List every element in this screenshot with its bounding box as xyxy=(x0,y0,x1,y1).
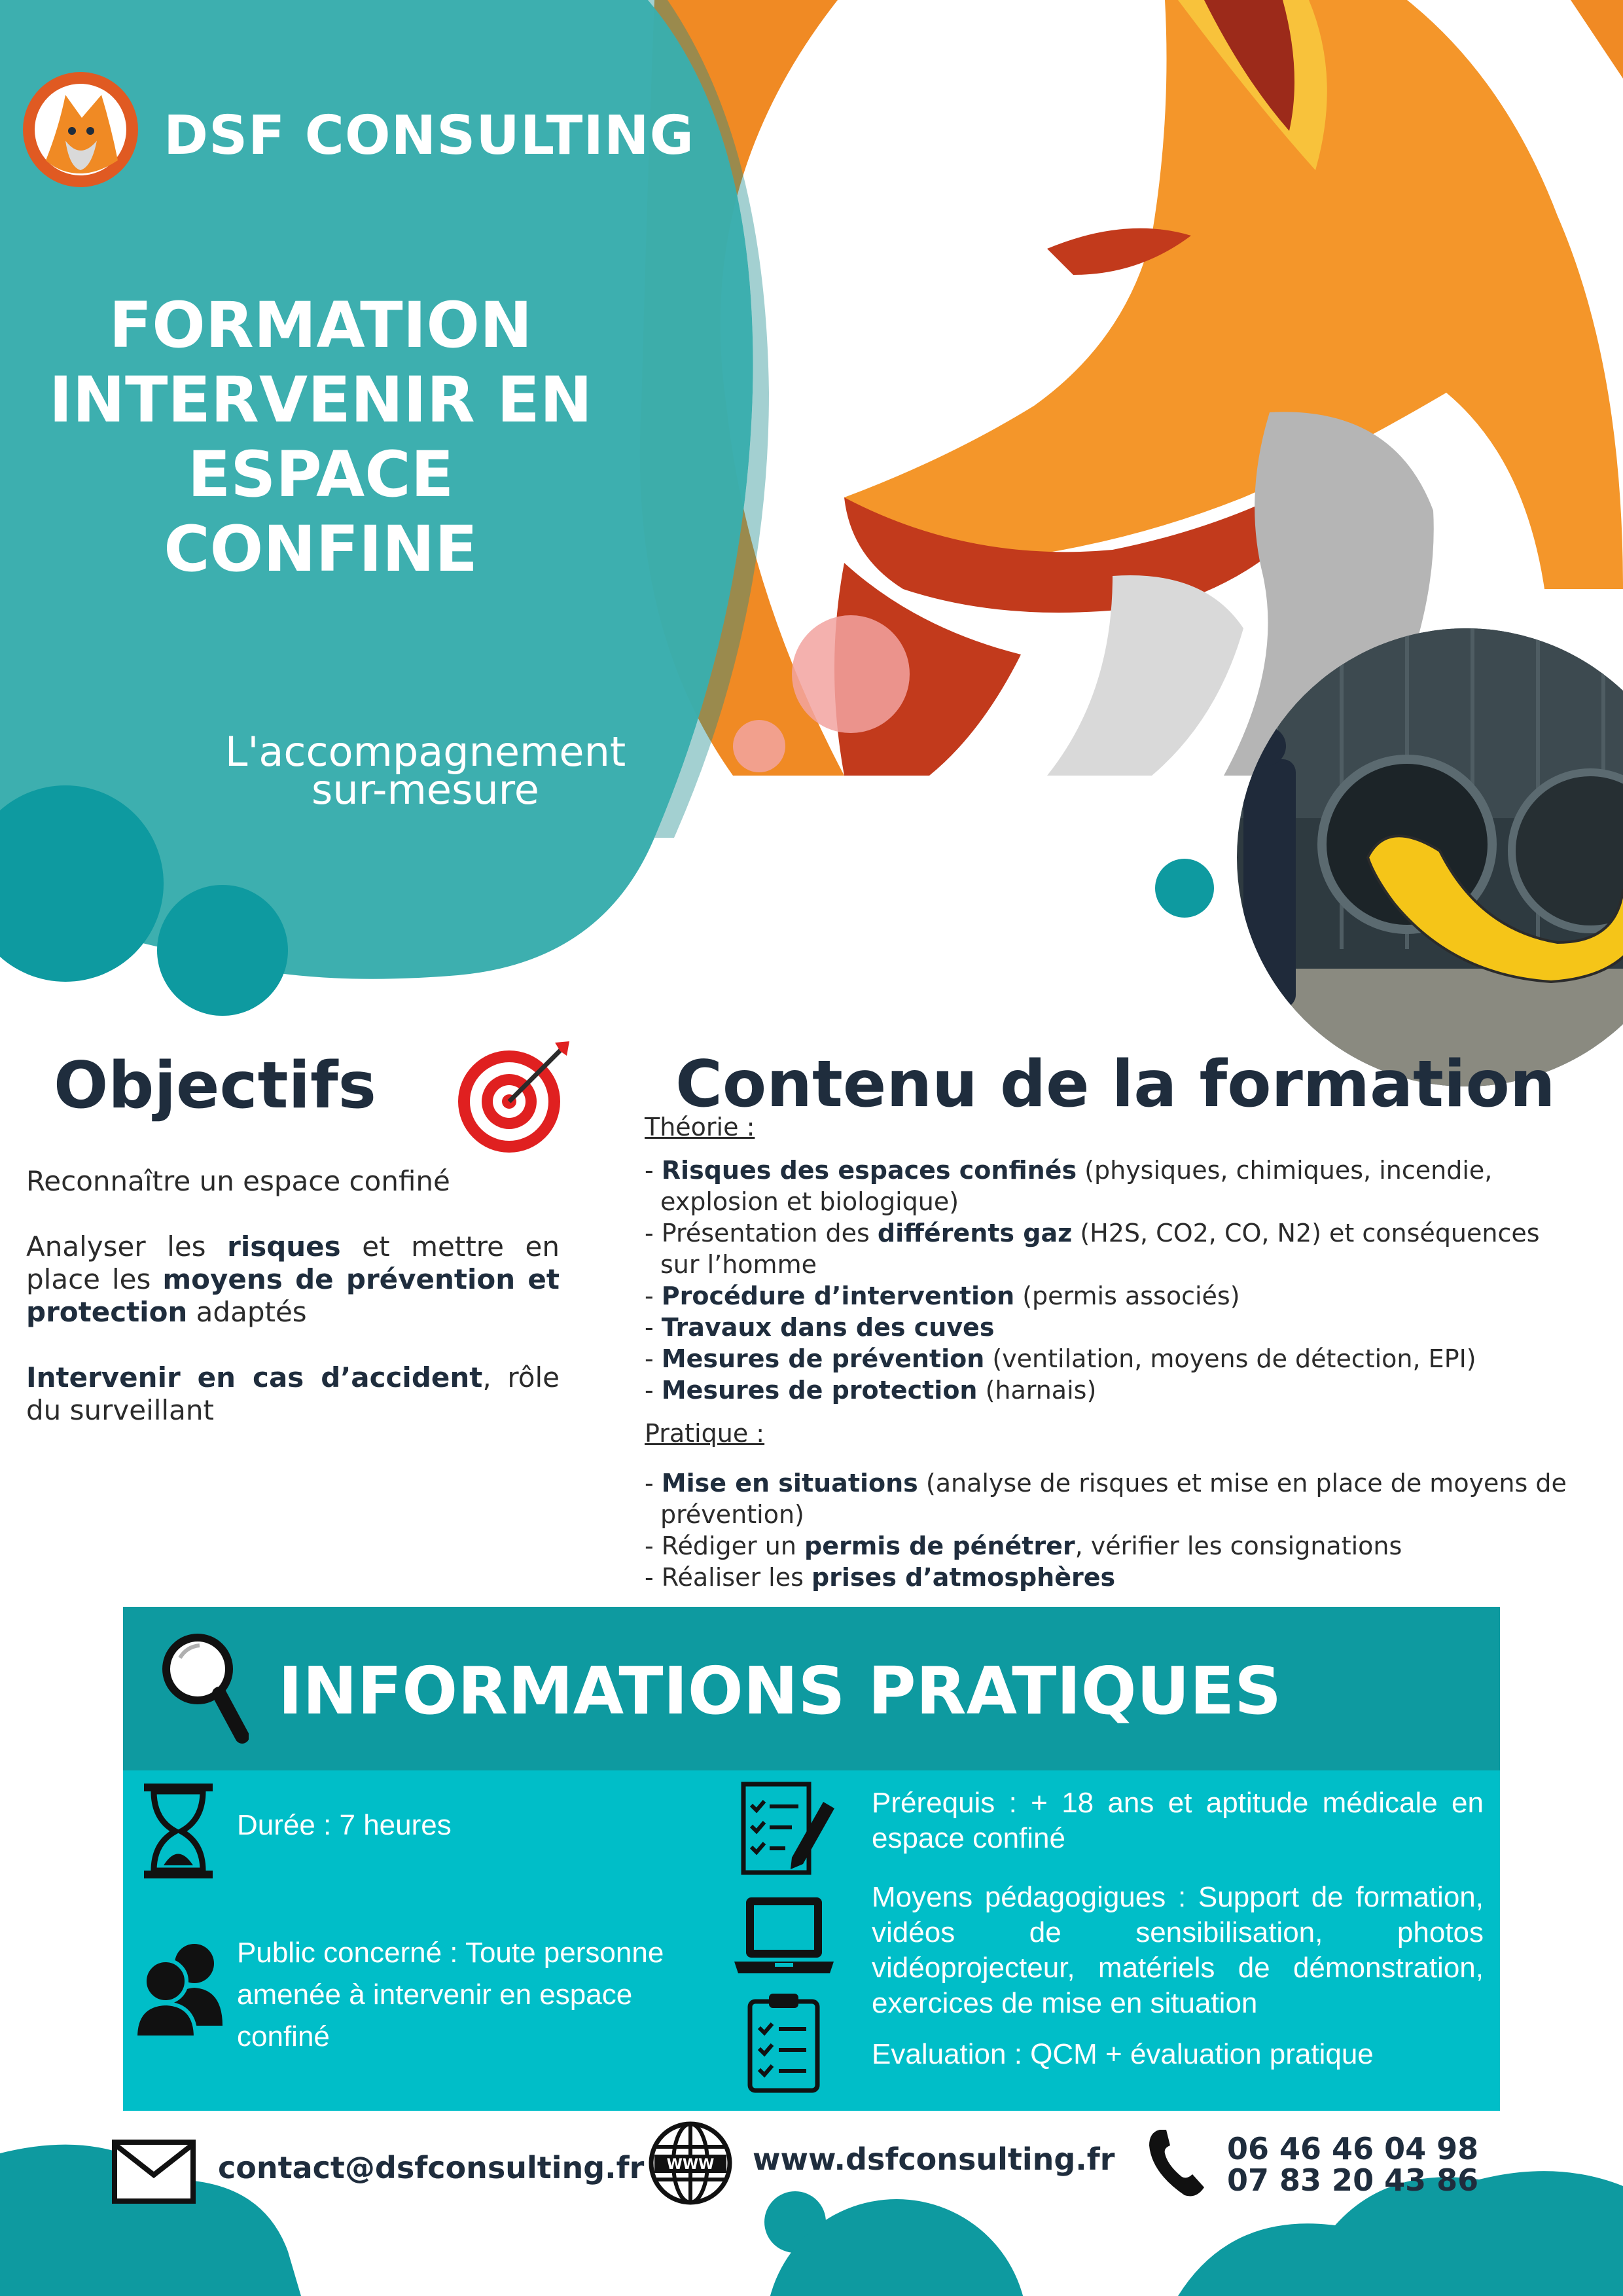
bold-text: permis de pénétrer xyxy=(804,1532,1075,1560)
title-line: ESPACE xyxy=(187,438,454,511)
text-run: adaptés xyxy=(187,1296,307,1328)
text-run: - xyxy=(645,1156,662,1185)
text-run: - Présentation des xyxy=(645,1219,878,1247)
title-line: FORMATION xyxy=(109,289,533,362)
practice-label: Pratique : xyxy=(645,1419,765,1448)
practice-item xyxy=(645,1562,1574,1593)
bold-text: différents gaz xyxy=(877,1219,1073,1247)
title-line: CONFINE xyxy=(164,512,478,586)
text-run: , rôle du surveillant xyxy=(26,1361,560,1426)
bold-text: moyens de prévention et protection xyxy=(26,1263,560,1328)
text-run: - Rédiger un xyxy=(645,1532,804,1560)
objective-item xyxy=(26,1165,560,1198)
checklist-pen-icon xyxy=(740,1779,838,1877)
text-run: , vérifier les consignations xyxy=(1075,1532,1402,1560)
duration-text: Durée : 7 heures xyxy=(237,1809,452,1841)
text-run: (harnais) xyxy=(977,1376,1097,1405)
objective-item xyxy=(26,1361,560,1427)
decor-circle xyxy=(1155,859,1214,918)
bold-text: Travaux dans des cuves xyxy=(661,1313,995,1342)
mail-icon xyxy=(111,2139,196,2204)
text-run: Reconnaître un espace confiné xyxy=(26,1165,450,1197)
text-run: - xyxy=(645,1313,662,1342)
title-line: INTERVENIR EN xyxy=(48,363,593,437)
content-title: Contenu de la formation xyxy=(675,1047,1556,1122)
decor-circle xyxy=(157,885,288,1016)
website-link[interactable]: www.dsfconsulting.fr xyxy=(753,2142,1115,2177)
laptop-icon xyxy=(732,1893,836,1979)
theory-item xyxy=(645,1374,1574,1406)
tagline-line: L'accompagnement xyxy=(224,728,626,776)
text-run: - xyxy=(645,1282,662,1310)
text-run: (physiques, chimiques, incendie, explosion et biologique) xyxy=(660,1156,1493,1216)
text-run: - xyxy=(645,1376,662,1405)
text-run: Analyser les xyxy=(26,1230,228,1263)
practice-item xyxy=(645,1530,1574,1562)
bold-text: Mesures de protection xyxy=(661,1376,978,1405)
text-run: (ventilation, moyens de détection, EPI) xyxy=(984,1344,1476,1373)
target-icon xyxy=(457,1039,571,1154)
fox-logo-icon xyxy=(20,69,141,190)
theory-list xyxy=(645,1155,1574,1406)
phone-number[interactable]: 06 46 46 04 98 xyxy=(1227,2131,1479,2166)
bold-text: Intervenir en cas d’accident xyxy=(26,1361,483,1393)
email-link[interactable]: contact@dsfconsulting.fr xyxy=(218,2150,645,2185)
theory-item xyxy=(645,1312,1574,1343)
objective-item xyxy=(26,1230,560,1329)
text-run: (permis associés) xyxy=(1014,1282,1240,1310)
people-icon xyxy=(134,1941,226,2039)
theory-item xyxy=(645,1280,1574,1312)
phone-icon xyxy=(1145,2127,1207,2199)
theory-item xyxy=(645,1155,1574,1217)
practice-item xyxy=(645,1467,1574,1530)
bold-text: Mise en situations xyxy=(661,1469,918,1498)
content-section xyxy=(645,1111,1574,1593)
bold-text: Risques des espaces confinés xyxy=(661,1156,1077,1185)
magnifier-icon xyxy=(157,1628,249,1746)
teaching-means-text: Moyens pédagogigues : Support de formation, vidéos de sensibilisation, photos vidéoprojecteur, matériels de démonstration, exercices de mise en situation xyxy=(872,1881,1484,2019)
tagline xyxy=(164,728,687,814)
globe-icon xyxy=(648,2121,733,2206)
text-run: (H2S, CO2, CO, N2) et conséquences sur l’homme xyxy=(660,1219,1540,1279)
text-run: - Réaliser les xyxy=(645,1563,812,1592)
svg-text:WWW: WWW xyxy=(666,2157,715,2173)
bold-text: Procédure d’intervention xyxy=(661,1282,1015,1310)
page-title xyxy=(26,288,615,586)
theory-item xyxy=(645,1343,1574,1374)
practice-list xyxy=(645,1467,1574,1593)
objectives-title: Objectifs xyxy=(54,1049,377,1123)
objectives-list xyxy=(26,1165,560,1460)
tagline-line: sur-mesure xyxy=(312,766,539,814)
theory-item xyxy=(645,1217,1574,1280)
brand-name: DSF CONSULTING xyxy=(164,105,694,167)
evaluation-text: Evaluation : QCM + évaluation pratique xyxy=(872,2038,1374,2070)
text-run: et mettre en place les xyxy=(26,1230,560,1295)
theory-label: Théorie : xyxy=(645,1113,755,1141)
hourglass-icon xyxy=(141,1780,216,1882)
bold-text: prises d’atmosphères xyxy=(811,1563,1116,1592)
info-title: INFORMATIONS PRATIQUES xyxy=(278,1653,1282,1729)
clipboard-icon xyxy=(746,1990,821,2094)
bold-text: risques xyxy=(227,1230,341,1263)
bold-text: Mesures de prévention xyxy=(661,1344,985,1373)
audience-text: Public concerné : Toute personne amenée à intervenir en espace confiné xyxy=(237,1937,664,2053)
text-run: - xyxy=(645,1344,662,1373)
phone-number[interactable]: 07 83 20 43 86 xyxy=(1227,2162,1479,2198)
text-run: - xyxy=(645,1469,662,1498)
prerequisites-text: Prérequis : + 18 ans et aptitude médicale en espace confiné xyxy=(872,1787,1484,1854)
text-run: (analyse de risques et mise en place de moyens de prévention) xyxy=(660,1469,1567,1529)
